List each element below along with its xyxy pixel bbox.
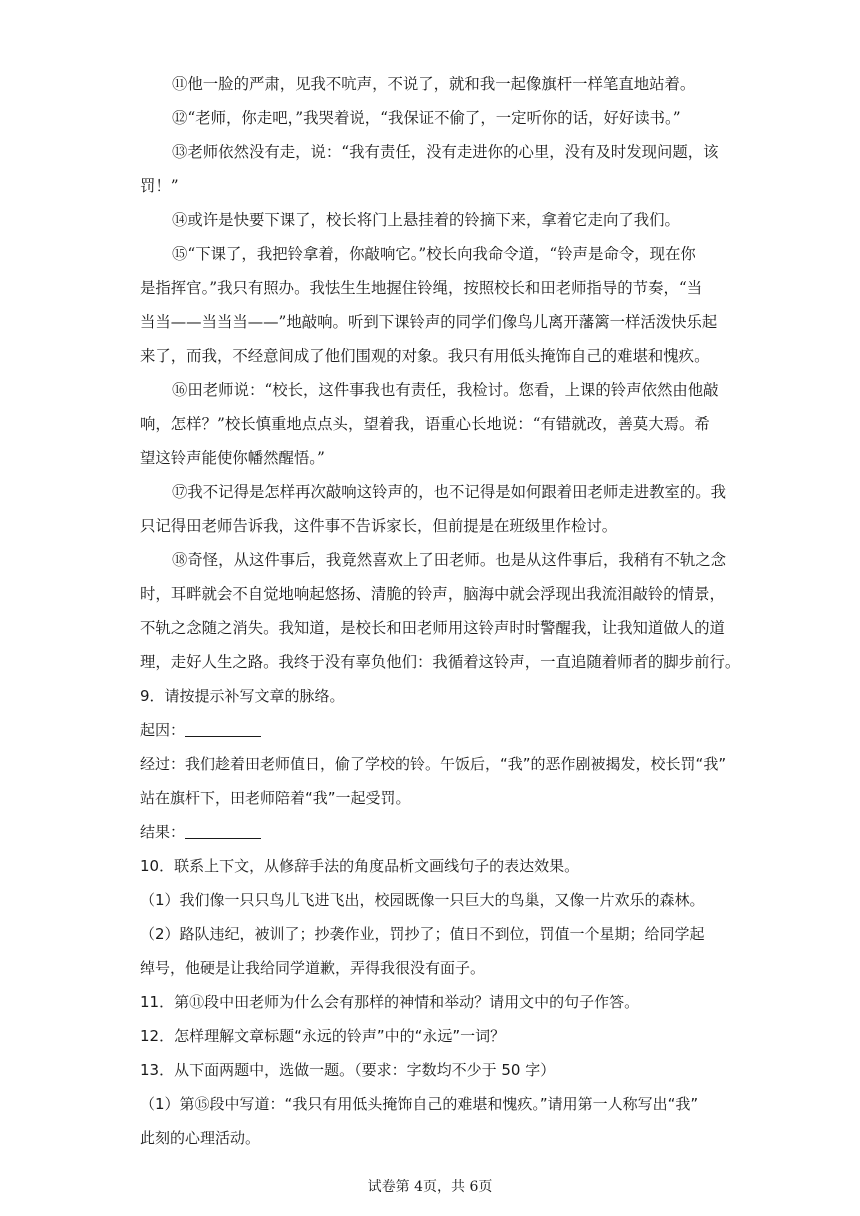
- answer-blank-cause[interactable]: [185, 722, 261, 737]
- question-9-cause: [140, 720, 730, 740]
- question-10-sub-1: （1）我们像一只只鸟儿飞进飞出，校园既像一只巨大的鸟巢，又像一片欢乐的森林。: [140, 891, 705, 909]
- question-9-cause-label: 起因：: [140, 721, 186, 739]
- paragraph-18-line-1: ⑱奇怪，从这件事后，我竟然喜欢上了田老师。也是从这件事后，我稍有不轨之念: [172, 551, 727, 569]
- paragraph-16-line-3: 望这铃声能使你幡然醒悟。”: [140, 449, 325, 467]
- paragraph-15-line-1: ⑮“下课了，我把铃拿着，你敲响它。”校长向我命令道，“铃声是命令，现在你: [172, 245, 696, 263]
- page-footer: 试卷第 4页，共 6页: [367, 1179, 493, 1195]
- question-9-result-label: 结果：: [140, 823, 186, 841]
- question-12: 12．怎样理解文章标题“永远的铃声”中的“永远”一词？: [140, 1027, 506, 1045]
- paragraph-15-line-2: 是指挥官。”我只有照办。我怯生生地握住铃绳，按照校长和田老师指导的节奏，“当: [140, 279, 703, 297]
- question-10-sub-2-line-1: （2）路队违纪，被训了；抄袭作业，罚抄了；值日不到位，罚值一个星期；给同学起: [140, 925, 705, 943]
- paragraph-15-line-3: 当当——当当当——”地敲响。听到下课铃声的同学们像鸟儿离开藩篱一样活泼快乐起: [140, 313, 718, 331]
- question-10-sub-2-line-2: 绰号，他硬是让我给同学道歉，弄得我很没有面子。: [140, 959, 486, 977]
- paragraph-18-line-2: 时，耳畔就会不自觉地响起悠扬、清脆的铃声，脑海中就会浮现出我流泪敲铃的情景，: [140, 585, 725, 603]
- question-13-sub-1-line-1: （1）第⑮段中写道：“我只有用低头掩饰自己的难堪和愧疚。”请用第一人称写出“我”: [140, 1095, 699, 1113]
- paragraph-16-line-2: 响，怎样？”校长慎重地点点头，望着我，语重心长地说：“有错就改，善莫大焉。希: [140, 415, 710, 433]
- answer-blank-result[interactable]: [185, 824, 261, 839]
- paragraph-18-line-3: 不轨之念随之消失。我知道，是校长和田老师用这铃声时时警醒我，让我知道做人的道: [140, 619, 725, 637]
- paragraph-13-line-1: ⑬老师依然没有走，说：“我有责任，没有走进你的心里，没有及时发现问题，该: [172, 143, 719, 161]
- question-9: 9．请按提示补写文章的脉络。: [140, 687, 345, 705]
- paragraph-14-line-1: ⑭或许是快要下课了，校长将门上悬挂着的铃摘下来，拿着它走向了我们。: [172, 211, 680, 229]
- question-9-process-line-1: 经过：我们趁着田老师值日，偷了学校的铃。午饭后，“我”的恶作剧被揭发，校长罚“我”: [140, 755, 727, 773]
- paragraph-12-line-1: ⑫“老师，你走吧，”我哭着说，“我保证不偷了，一定听你的话，好好读书。”: [172, 109, 681, 127]
- paragraph-11-line-1: ⑪他一脸的严肃，见我不吭声，不说了，就和我一起像旗杆一样笔直地站着。: [172, 75, 696, 93]
- paragraph-16-line-1: ⑯田老师说：“校长，这件事我也有责任，我检讨。您看，上课的铃声依然由他敲: [172, 381, 719, 399]
- question-13: 13．从下面两题中，选做一题。（要求：字数均不少于 50 字）: [140, 1061, 556, 1079]
- paragraph-18-line-4: 理，走好人生之路。我终于没有辜负他们：我循着这铃声，一直追随着师者的脚步前行。: [140, 653, 741, 671]
- paragraph-17-line-1: ⑰我不记得是怎样再次敲响这铃声的，也不记得是如何跟着田老师走进教室的。我: [172, 483, 727, 501]
- question-11: 11．第⑪段中田老师为什么会有那样的神情和举动？请用文中的句子作答。: [140, 993, 640, 1011]
- question-13-sub-1-line-2: 此刻的心理活动。: [140, 1129, 261, 1147]
- question-9-result: [140, 822, 730, 842]
- paragraph-13-line-2: 罚！”: [140, 177, 179, 195]
- paragraph-17-line-2: 只记得田老师告诉我，这件事不告诉家长，但前提是在班级里作检讨。: [140, 517, 618, 535]
- paragraph-15-line-4: 来了，而我，不经意间成了他们围观的对象。我只有用低头掩饰自己的难堪和愧疚。: [140, 347, 710, 365]
- question-9-process-line-2: 站在旗杆下，田老师陪着“我”一起受罚。: [140, 789, 411, 807]
- question-10: 10．联系上下文，从修辞手法的角度品析文画线句子的表达效果。: [140, 857, 580, 875]
